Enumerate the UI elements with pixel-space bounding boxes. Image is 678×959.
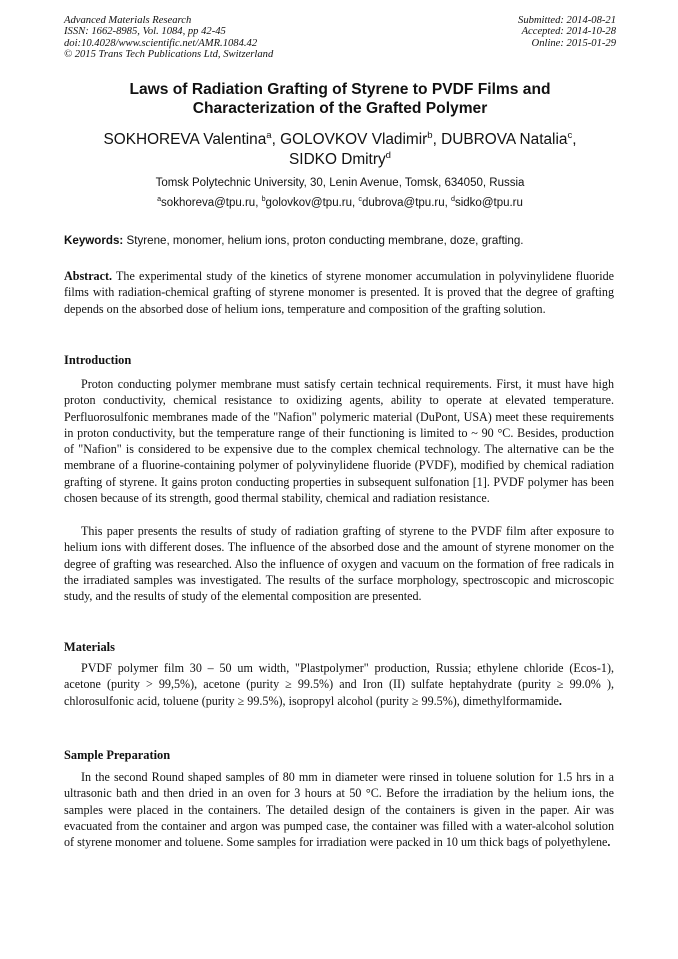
author-name: DUBROVA Natalia	[441, 131, 568, 148]
author-marker: d	[385, 149, 391, 161]
section-heading-sample-preparation: Sample Preparation	[64, 748, 171, 762]
email-link[interactable]: dubrova@tpu.ru	[361, 197, 445, 209]
submitted-date: Submitted: 2014-08-21	[518, 15, 616, 26]
accepted-date: Accepted: 2014-10-28	[521, 26, 616, 38]
sample-preparation-end: .	[607, 835, 611, 850]
keywords	[64, 234, 616, 247]
email-marker: b	[261, 195, 266, 204]
paper-title-line-2: Characterization of the Grafted Polymer	[192, 99, 488, 117]
abstract-text: The experimental study of the kinetics of styrene monomer accumulation in polyvinylidene fluoride films with radiation-chemical grafting of styrene monomer is presented. It is proved that the degree of grafting depends on the absorbed dose of helium ions, temperature and composition of the grafting solution.	[64, 269, 614, 316]
introduction-paragraph-2: This paper presents the results of study of radiation grafting of styrene to the PVDF film after exposure to helium ions with different doses. The influence of the absorbed dose and the amount of styrene monomer on the degree of grafting was researched. Also the influence of oxygen and vacuum on the formation of free radicals in the irradiated samples was investigated. The results of the surface morphology, spectroscopic and microscopic study, and the results of study of the elemental composition are presented.	[64, 524, 614, 604]
introduction-paragraph-1: Proton conducting polymer membrane must satisfy certain technical requirements. First, it must have high proton conductivity, chemical resistance to oxidizing agents, ability to operate at elevated temperature. Perfluorosulfonic membranes made of the "Nafion" polymeric material (DuPont, USA) meet these requirements in proton conductivity, but the temperature range of their functioning is limited to ~ 90 °C. Besides, production of "Nafion" is considered to be expensive due to the complex chemical technology. The alternative can be the membrane of a fluorine-containing polymer of polyvinylidene fluoride (PVDF), modified by chemical radiation grafting of styrene. It gains proton conducting properties in subsequent sulfonation [1]. PVDF polymer has been chosen because of its strength, good thermal stability, chemical and radiation resistance.	[64, 377, 614, 506]
author-marker: c	[567, 129, 573, 141]
materials-text: PVDF polymer film 30 – 50 um width, "Plastpolymer" production, Russia; ethylene chloride (Ecos-1), acetone (purity > 99,5%), acetone (purity ≥ 99.5%) and Iron (II) sulfate heptahydrate (purity ≥ 99.0% ), chlorosulfonic acid, toluene (purity ≥ 99.5%), isopropyl alcohol (purity ≥ 99.5%), dimethylformamide	[64, 661, 614, 708]
journal-name: Advanced Materials Research	[64, 15, 192, 26]
author-name: SIDKO Dmitry	[289, 151, 386, 168]
author-marker: b	[427, 129, 433, 141]
affiliation: Tomsk Polytechnic University, 30, Lenin Avenue, Tomsk, 634050, Russia	[155, 177, 525, 189]
paper-title	[90, 81, 590, 118]
journal-info	[64, 15, 273, 61]
materials-paragraph	[64, 660, 614, 709]
author-name: SOKHOREVA Valentina	[103, 131, 267, 148]
email-link[interactable]: sokhoreva@tpu.ru	[161, 197, 256, 209]
author-emails: $^a$sokhoreva@tpu.ru, $^b$golovkov@tpu.ru, $^c$dubrova@tpu.ru, $^d$sidko@tpu.ru	[157, 195, 523, 209]
materials-end: .	[558, 693, 562, 708]
abstract	[64, 268, 614, 317]
email-link[interactable]: sidko@tpu.ru	[454, 197, 523, 209]
email-link[interactable]: golovkov@tpu.ru	[265, 197, 353, 209]
keywords-label: Keywords:	[64, 234, 124, 247]
keywords-text: Styrene, monomer, helium ions, proton conducting membrane, doze, grafting.	[126, 234, 524, 247]
sample-preparation-paragraph	[64, 769, 614, 850]
email-marker: a	[157, 195, 162, 204]
email-marker: c	[358, 195, 362, 204]
email-marker: d	[451, 195, 455, 204]
sample-preparation-text: In the second Round shaped samples of 80 mm in diameter were rinsed in toluene solution for 1.5 hrs in a ultrasonic bath and then dried in an oven for 3 hours at 50 °C. Before the irradiation by the helium ions, the samples were placed in the containers. The detailed design of the containers is given in the paper. Air was evacuated from the container and argon was pumped case, the container was filled with a water-alcohol solution of styrene monomer and toluene. Some samples for irradiation were packed in 10 um thick bags of polyethylene	[64, 770, 614, 850]
online-date: Online: 2015-01-29	[531, 37, 616, 49]
author-marker: a	[266, 129, 272, 141]
journal-doi: doi:10.4028/www.scientific.net/AMR.1084.42	[64, 37, 258, 49]
author-list: SOKHOREVA Valentina$^a$, GOLOVKOV Vladimir$^b$, DUBROVA Natalia$^c$, SIDKO Dmitry$^d$	[103, 129, 577, 168]
section-heading-materials: Materials	[64, 640, 115, 654]
journal-copyright: © 2015 Trans Tech Publications Ltd, Switzerland	[64, 49, 274, 61]
journal-issn: ISSN: 1662-8985, Vol. 1084, pp 42-45	[64, 26, 226, 38]
author-name: GOLOVKOV Vladimir	[280, 131, 428, 148]
submission-dates	[518, 15, 616, 49]
section-heading-introduction: Introduction	[64, 353, 132, 367]
abstract-label: Abstract.	[64, 269, 113, 283]
paper-title-line-1: Laws of Radiation Grafting of Styrene to PVDF Films and	[129, 81, 551, 98]
